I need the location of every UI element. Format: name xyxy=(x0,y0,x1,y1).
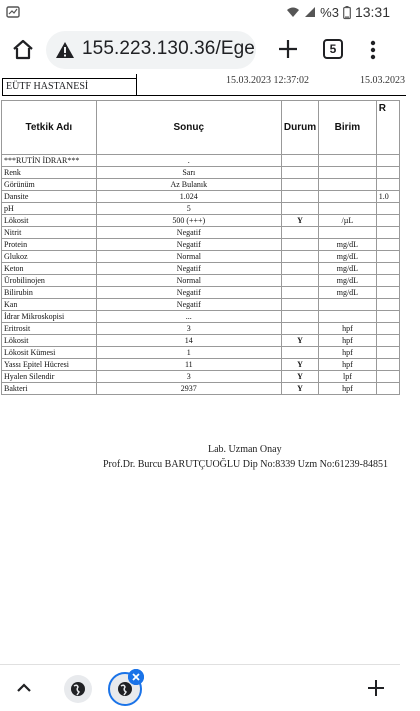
cell-unit: mg/dL xyxy=(319,251,377,263)
cell-result: ... xyxy=(96,311,281,323)
cell-unit: mg/dL xyxy=(319,263,377,275)
cell-result: Normal xyxy=(96,251,281,263)
add-tab-icon[interactable] xyxy=(366,678,386,698)
cell-test-name: Protein xyxy=(2,239,97,251)
cell-test-name: Dansite xyxy=(2,191,97,203)
cell-unit: hpf xyxy=(319,323,377,335)
cell-test-name: Görünüm xyxy=(2,179,97,191)
cell-test-name: Eritrosit xyxy=(2,323,97,335)
clock-time: 13:31 xyxy=(354,4,390,20)
cell-unit: lpf xyxy=(319,371,377,383)
cell-result: 3 xyxy=(96,323,281,335)
url-text[interactable]: 155.223.130.36/Ege xyxy=(82,38,255,59)
cell-result: . xyxy=(96,155,281,167)
cell-status xyxy=(281,275,318,287)
cell-reference xyxy=(376,155,399,167)
cell-result: 14 xyxy=(96,335,281,347)
cell-result: 2937 xyxy=(96,383,281,395)
header-result: Sonuç xyxy=(96,101,281,155)
cell-reference xyxy=(376,335,399,347)
cell-unit xyxy=(319,227,377,239)
cell-unit xyxy=(319,311,377,323)
cell-test-name: Bakteri xyxy=(2,383,97,395)
bottom-tab-bar xyxy=(0,664,400,711)
cell-status xyxy=(281,239,318,251)
tab-thumbnail[interactable] xyxy=(64,675,92,703)
cell-unit: mg/dL xyxy=(319,239,377,251)
cell-status xyxy=(281,323,318,335)
cell-test-name: Lökosit xyxy=(2,335,97,347)
cell-test-name: Keton xyxy=(2,263,97,275)
cell-reference xyxy=(376,287,399,299)
cell-result: Negatif xyxy=(96,263,281,275)
report-date-2: 15.03.2023 xyxy=(360,75,405,86)
new-tab-icon[interactable] xyxy=(276,37,300,61)
cell-test-name: İdrar Mikroskopisi xyxy=(2,311,97,323)
table-row xyxy=(2,263,400,275)
cell-reference xyxy=(376,251,399,263)
cell-result: 1 xyxy=(96,347,281,359)
cell-reference xyxy=(376,371,399,383)
cell-status: Y xyxy=(281,371,318,383)
cell-status xyxy=(281,287,318,299)
cell-test-name: Hyalen Silendir xyxy=(2,371,97,383)
header-status: Durum xyxy=(281,101,318,155)
cell-result: Sarı xyxy=(96,167,281,179)
cell-status xyxy=(281,347,318,359)
cell-status: Y xyxy=(281,383,318,395)
cell-result: Negatif xyxy=(96,287,281,299)
cell-unit: hpf xyxy=(319,335,377,347)
hospital-name: EÜTF HASTANESİ xyxy=(2,78,136,96)
cell-status xyxy=(281,311,318,323)
cell-unit: hpf xyxy=(319,383,377,395)
not-secure-warning-icon[interactable] xyxy=(55,40,75,60)
cell-status xyxy=(281,251,318,263)
cell-status xyxy=(281,299,318,311)
cell-result: 3 xyxy=(96,371,281,383)
table-header-row xyxy=(2,101,400,155)
cell-result: 1.024 xyxy=(96,191,281,203)
battery-percent: %3 xyxy=(320,4,339,20)
web-page-content xyxy=(0,74,405,664)
cell-status xyxy=(281,179,318,191)
table-row xyxy=(2,227,400,239)
wifi-icon xyxy=(286,6,300,18)
approver-name: Prof.Dr. Burcu BARUTÇUOĞLU Dip No:8339 Uzm No:61239-84851 xyxy=(103,459,388,470)
more-options-icon[interactable] xyxy=(364,38,382,62)
cell-status xyxy=(281,191,318,203)
table-row xyxy=(2,215,400,227)
cell-test-name: Lökosit xyxy=(2,215,97,227)
cell-result: Az Bulanık xyxy=(96,179,281,191)
cell-result: 11 xyxy=(96,359,281,371)
report-header xyxy=(0,74,420,96)
cell-test-name: Ürobilinojen xyxy=(2,275,97,287)
cell-status xyxy=(281,167,318,179)
table-row xyxy=(2,311,400,323)
cell-unit: hpf xyxy=(319,347,377,359)
table-row xyxy=(2,299,400,311)
cell-reference xyxy=(376,299,399,311)
cell-reference xyxy=(376,383,399,395)
approval-title: Lab. Uzman Onay xyxy=(208,444,282,455)
globe-icon xyxy=(64,675,92,703)
cell-status xyxy=(281,263,318,275)
cell-unit xyxy=(319,299,377,311)
cell-unit: hpf xyxy=(319,359,377,371)
cell-reference xyxy=(376,239,399,251)
cell-reference xyxy=(376,263,399,275)
table-body xyxy=(2,155,400,395)
cell-reference xyxy=(376,275,399,287)
table-row xyxy=(2,323,400,335)
close-tab-icon[interactable] xyxy=(128,669,144,685)
table-row xyxy=(2,179,400,191)
status-bar xyxy=(0,0,400,26)
header-test-name: Tetkik Adı xyxy=(2,101,97,155)
cell-reference xyxy=(376,323,399,335)
cell-unit xyxy=(319,155,377,167)
table-row xyxy=(2,275,400,287)
cell-reference xyxy=(376,203,399,215)
cell-status xyxy=(281,155,318,167)
signal-icon xyxy=(304,6,316,18)
cell-status: Y xyxy=(281,359,318,371)
cell-result: Negatif xyxy=(96,239,281,251)
report-date-1: 15.03.2023 12:37:02 xyxy=(226,75,310,86)
cell-result: Negatif xyxy=(96,299,281,311)
battery-icon xyxy=(343,6,351,19)
cell-test-name: Yassı Epitel Hücresi xyxy=(2,359,97,371)
cell-test-name: ***RUTİN İDRAR*** xyxy=(2,155,97,167)
cell-test-name: Lökosit Kümesi xyxy=(2,347,97,359)
table-row xyxy=(2,251,400,263)
table-row xyxy=(2,155,400,167)
cell-unit xyxy=(319,191,377,203)
cell-status xyxy=(281,203,318,215)
cell-result: 500 (+++) xyxy=(96,215,281,227)
table-row xyxy=(2,347,400,359)
cell-unit: mg/dL xyxy=(319,275,377,287)
table-row xyxy=(2,371,400,383)
cell-reference: 1.0 xyxy=(376,191,399,203)
home-icon[interactable] xyxy=(10,37,36,63)
header-reference: R xyxy=(376,101,399,155)
cell-result: Normal xyxy=(96,275,281,287)
table-row xyxy=(2,359,400,371)
table-row xyxy=(2,167,400,179)
table-row xyxy=(2,383,400,395)
cell-test-name: Kan xyxy=(2,299,97,311)
table-row xyxy=(2,335,400,347)
cell-reference xyxy=(376,311,399,323)
results-table xyxy=(1,100,400,395)
cell-test-name: Renk xyxy=(2,167,97,179)
cell-unit xyxy=(319,167,377,179)
header-unit: Birim xyxy=(319,101,377,155)
cell-test-name: Bilirubin xyxy=(2,287,97,299)
cell-reference xyxy=(376,359,399,371)
cell-result: 5 xyxy=(96,203,281,215)
cell-reference xyxy=(376,227,399,239)
address-bar[interactable] xyxy=(46,31,256,69)
chevron-up-icon[interactable] xyxy=(14,678,34,698)
notification-icon xyxy=(6,5,20,19)
cell-reference xyxy=(376,179,399,191)
cell-status xyxy=(281,227,318,239)
cell-unit xyxy=(319,203,377,215)
browser-toolbar xyxy=(0,26,400,74)
cell-test-name: pH xyxy=(2,203,97,215)
table-row xyxy=(2,191,400,203)
tab-switcher-button[interactable]: 5 xyxy=(323,39,343,59)
table-row xyxy=(2,203,400,215)
cell-reference xyxy=(376,347,399,359)
cell-reference xyxy=(376,215,399,227)
cell-status: Y xyxy=(281,335,318,347)
cell-reference xyxy=(376,167,399,179)
cell-unit: mg/dL xyxy=(319,287,377,299)
cell-unit xyxy=(319,179,377,191)
cell-result: Negatif xyxy=(96,227,281,239)
cell-test-name: Nitrit xyxy=(2,227,97,239)
table-row xyxy=(2,239,400,251)
cell-status: Y xyxy=(281,215,318,227)
cell-unit: /µL xyxy=(319,215,377,227)
cell-test-name: Glukoz xyxy=(2,251,97,263)
table-row xyxy=(2,287,400,299)
